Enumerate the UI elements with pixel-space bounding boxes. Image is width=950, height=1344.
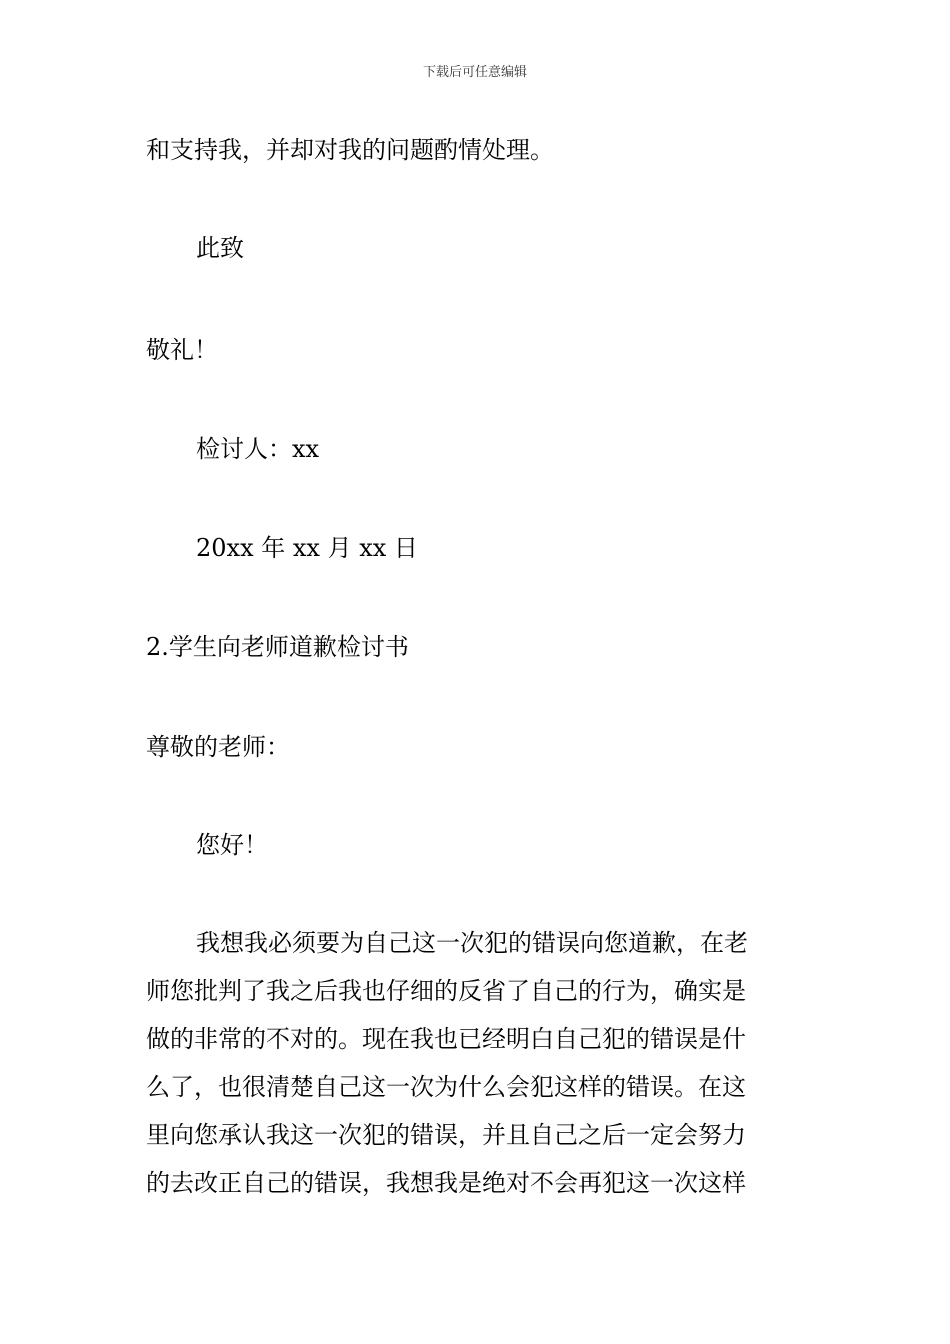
text-line-continuation: 和支持我，并却对我的问题酌情处理。 (146, 136, 554, 164)
paragraph-line: 的去改正自己的错误，我想我是绝对不会再犯这一次这样 (146, 1169, 746, 1197)
paragraph-line: 里向您承认我这一次犯的错误，并且自己之后一定会努力 (146, 1121, 746, 1149)
text-line-signature: 检讨人：xx (196, 435, 320, 463)
paragraph-line: 做的非常的不对的。现在我也已经明白自己犯的错误是什 (146, 1025, 746, 1053)
page-header-note: 下载后可任意编辑 (422, 65, 527, 80)
text-line-hello: 您好！ (196, 831, 268, 859)
body-paragraph (146, 927, 808, 1215)
section-heading: 2.学生向老师道歉检讨书 (146, 633, 409, 661)
text-line-salutation-ci-zhi: 此致 (196, 234, 244, 262)
paragraph-line: 我想我必须要为自己这一次犯的错误向您道歉，在老 (196, 929, 748, 957)
paragraph-line: 么了，也很清楚自己这一次为什么会犯这样的错误。在这 (146, 1073, 746, 1101)
text-line-greeting-recipient: 尊敬的老师： (146, 733, 290, 761)
paragraph-line: 师您批判了我之后我也仔细的反省了自己的行为，确实是 (146, 977, 746, 1005)
text-line-date: 20xx 年 xx 月 xx 日 (196, 534, 418, 562)
text-line-jing-li: 敬礼！ (146, 336, 218, 364)
